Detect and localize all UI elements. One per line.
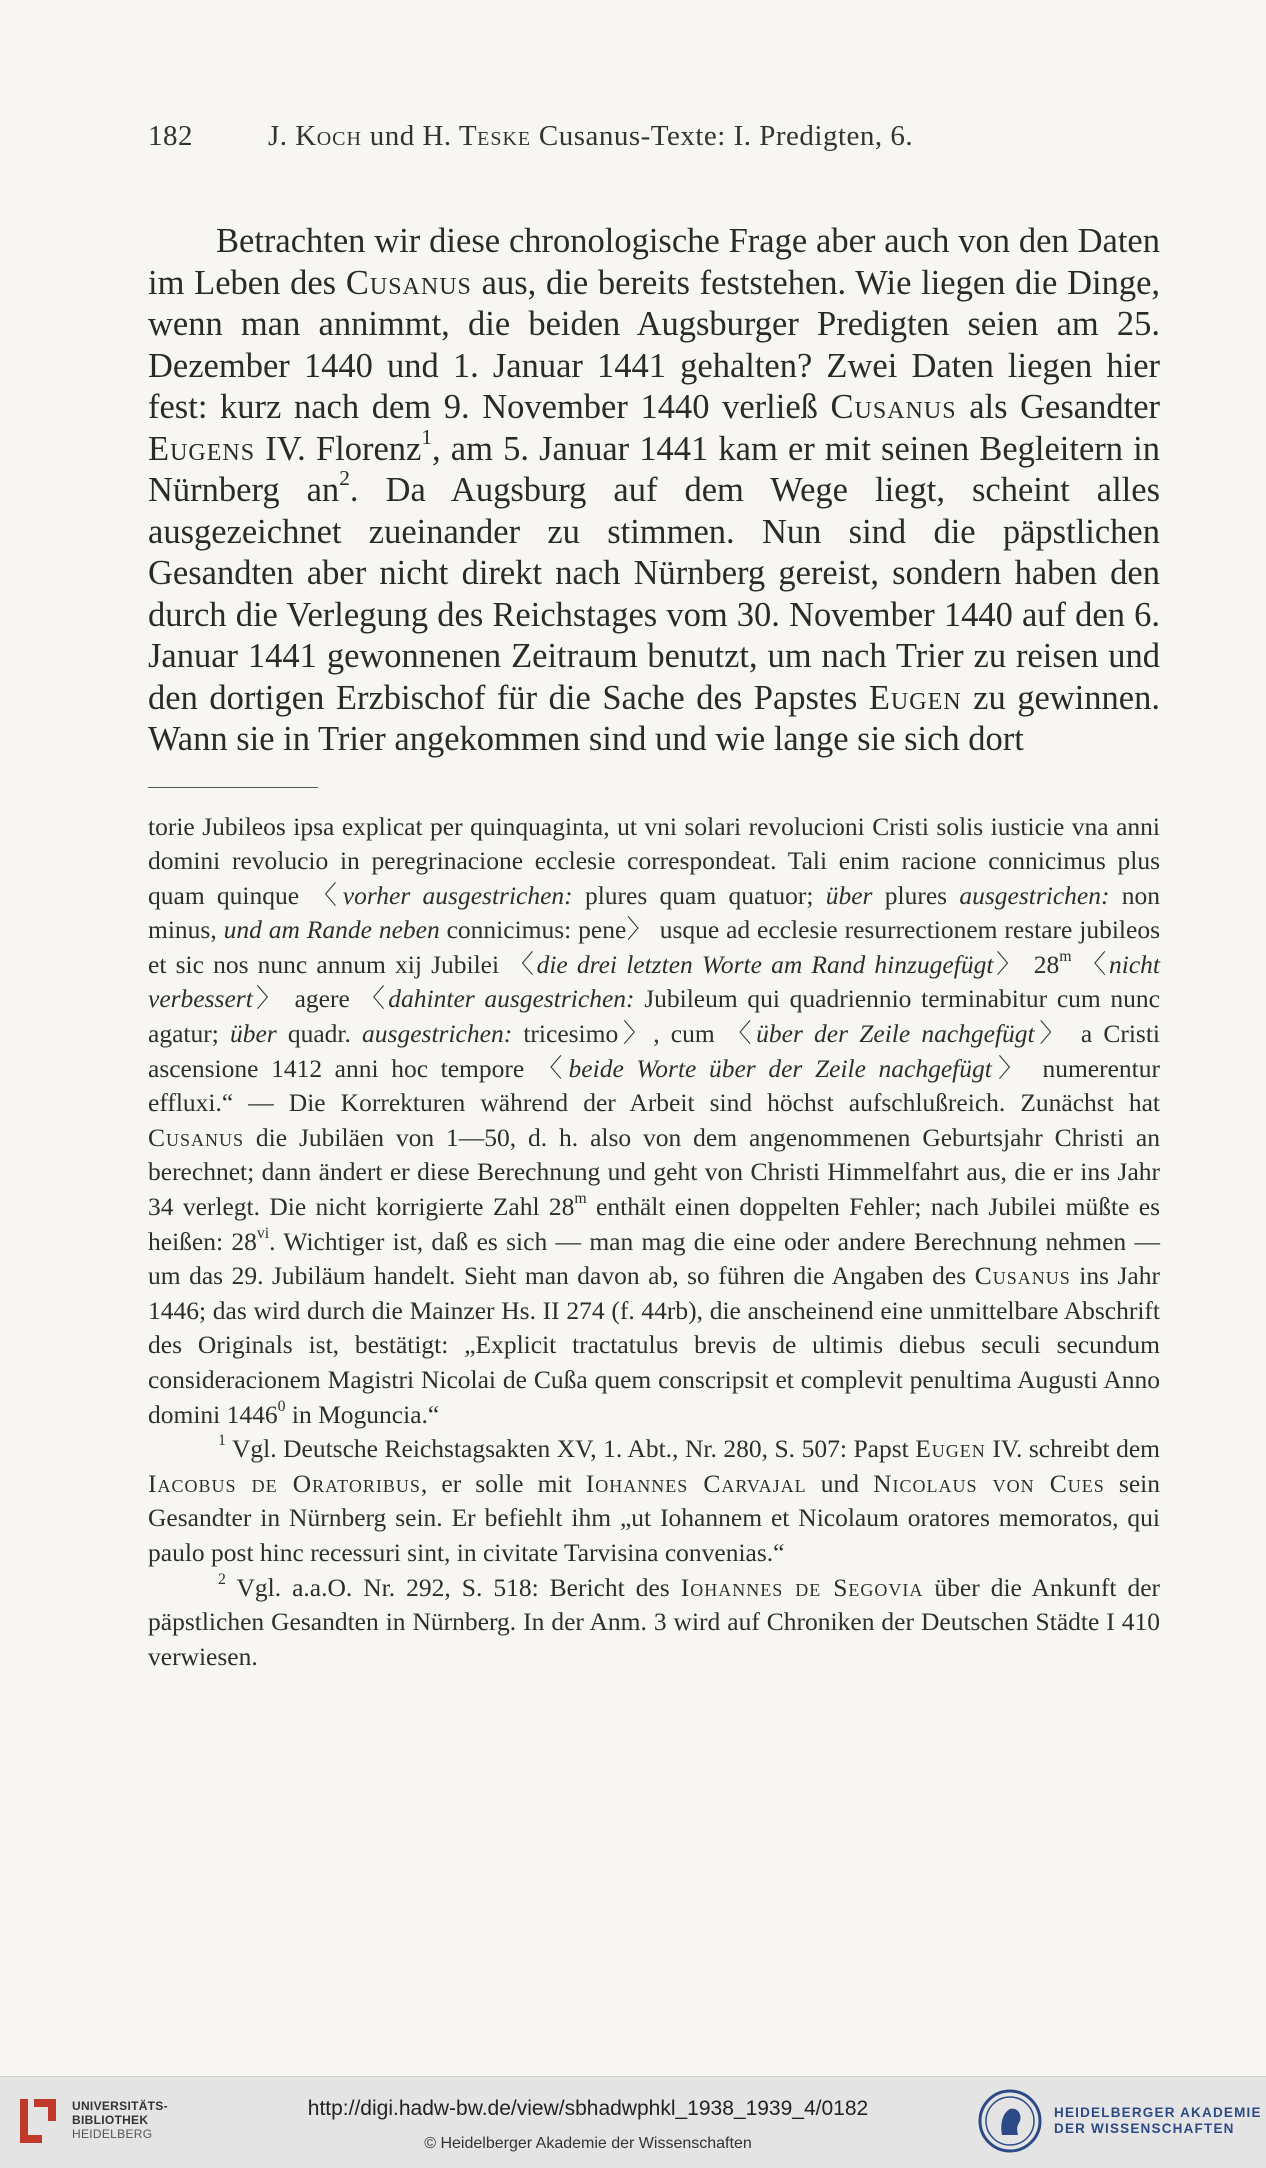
running-head-title: J. Koch und H. Teske Cusanus-Texte: I. Predigten, 6. [268,120,914,152]
footnote-2: $^2$ Vgl. a.a.O. Nr. 292, S. 518: Bericht des Iohannes de Segovia über die Ankunft der päpstlichen Gesandten in Nürnberg. In der Anm. 3 wird auf Chroniken der Deutschen Städte I 410 verwiesen. [148,1570,1161,1671]
footnote-separator [148,787,318,788]
university-library-name: UNIVERSITÄTS- BIBLIOTHEK HEIDELBERG [72,2099,168,2141]
academy-name: HEIDELBERGER AKADEMIE DER WISSENSCHAFTEN [1054,2105,1262,2136]
academy-seal-icon [978,2089,1042,2153]
page-number: 182 [148,120,193,152]
viewer-footer [0,2076,1266,2168]
copyright-notice: © Heidelberger Akademie der Wissenschaften [424,2135,752,2152]
running-header [148,120,1160,153]
document-page [148,120,1160,1674]
main-paragraph: Betrachten wir diese chronologische Frage aber auch von den Daten im Leben des Cusanus aus, die bereits feststehen. Wie liegen die Dinge, wenn man annimmt, die beiden Augsburger Predigten seien am 25. Dezember 1440 und 1. Januar 1441 gehalten? Zwei Daten liegen hier fest: kurz nach dem 9. November 1440 verließ Cusanus als Gesandter Eugens IV. Florenz$^1$, am 5. Januar 1441 kam er mit seinen Begleitern in Nürnberg $an^2$. Da Augsburg auf dem Wege liegt, scheint alles ausgezeichnet zueinander zu stimmen. Nun sind die päpstlichen Gesandten aber nicht direkt nach Nürnberg gereist, sondern haben den durch die Verlegung des Reichstages vom 30. November 1440 auf den 6. Januar 1441 gewonnenen Zeitraum benutzt, um nach Trier zu reisen und den dortigen Erzbischof für die Sache des Papstes Eugen zu gewinnen. Wann sie in Trier angekommen sind und wie lange sie sich dort [148,222,1161,758]
main-text [148,221,1160,761]
footnote-continuation: torie Jubileos ipsa explicat per quinquaginta, ut vni solari revolucioni Cristi solis iusticie vna anni domini revolucio in peregrinacione ecclesie correspondeat. Tali enim racione connicimus plus quam quinque 〈vorher ausgestrichen: plures quam quatuor; über plures ausgestrichen: non minus, und am Rande neben connicimus: pene〉 usque ad ecclesie resurrectionem restare jubileos et sic nos nunc annum xij Jubilei 〈die drei letzten Worte am Rand hinzugefügt〉 28$^m$ 〈nicht verbessert〉 agere 〈dahinter ausgestrichen: Jubileum qui quadriennio terminabitur cum nunc agatur; über quadr. ausgestrichen: tricesimo〉, cum 〈über der Zeile nachgefügt〉 a Cristi ascensione 1412 anni hoc tempore 〈beide Worte über der Zeile nachgefügt〉 numerentur effluxi.“ — Die Korrekturen während der Arbeit sind höchst aufschlußreich. Zunächst hat Cusanus die Jubiläen von 1—50, d. h. also von dem angenommenen Geburtsjahr Christi an berechnet; dann ändert er diese Berechnung und geht von Christi Himmelfahrt aus, die er ins Jahr 34 verlegt. Die nicht korrigierte Zahl 28$^m$ enthält einen doppelten Fehler; nach Jubilei müßte es heißen: 28$^{vi}$. Wichtiger ist, daß es sich — man mag die eine oder andere Berechnung nehmen — um das 29. Jubiläum handelt. Sieht man davon ab, so führen die Angaben des Cusanus ins Jahr 1446; das wird durch die Mainzer Hs. II 274 (f. 44rb), die anscheinend eine unmittelbare Abschrift des Originals ist, bestätigt: „Explicit tractatulus brevis de ultimis diebus seculi secundum consideracionem Magistri Nicolai de Cußa quem conscripsit et complevit penultima Augusti Anno domini 1446$^0$ in Moguncia.“ [148,811,1160,1429]
permalink-url[interactable]: http://digi.hadw-bw.de/view/sbhadwphkl_1938_1939_4/0182 [307,2097,869,2120]
footnote-1: $^1$ Vgl. Deutsche Reichstagsakten XV, 1. Abt., Nr. 280, S. 507: Papst Eugen IV. schreibt dem Iacobus de Oratoribus, er solle mit Iohannes Carvajal und Nicolaus von Cues sein Gesandter in Nürnberg sein. Er befiehlt ihm „ut Iohannem et Nicolaum oratores memoratos, qui paulo post hinc recessuri sint, in civitate Tarvisina convenias.“ [148,1432,1161,1567]
footnotes [148,810,1160,1675]
